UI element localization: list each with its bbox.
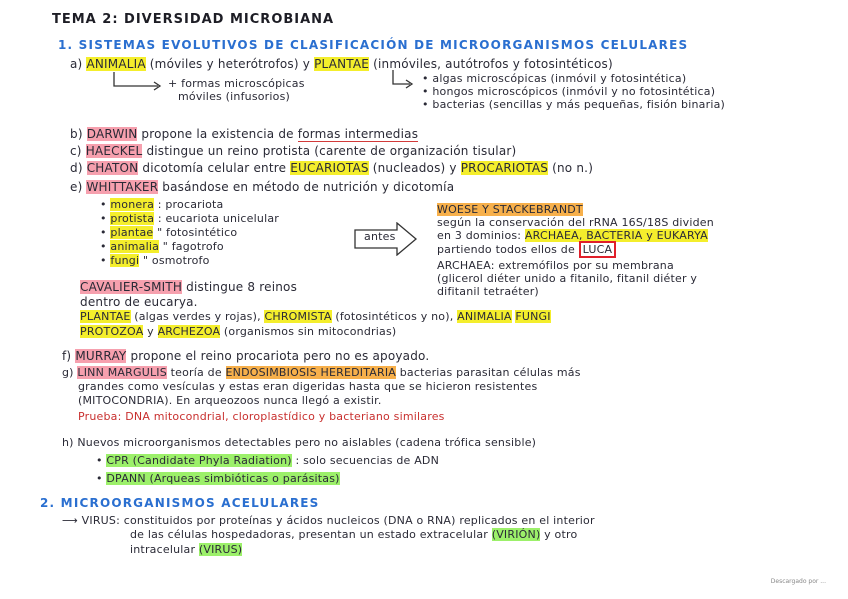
term-procariotas: PROCARIOTAS — [460, 161, 549, 175]
cavalier-line-3: PLANTAE (algas verdes y rojas), CHROMISTA (fotosintéticos y no), ANIMALIA FUNGI — [80, 310, 551, 323]
virus-line-1: ⟶ VIRUS: constituidos por proteínas y ácidos nucleicos (DNA o RNA) replicados en el interior — [62, 514, 595, 527]
kingdom-monera: • monera : procariota — [100, 198, 224, 211]
name-chaton: CHATON — [86, 161, 139, 175]
animalia-desc: (móviles y heterótrofos) y — [149, 57, 311, 71]
cavalier-line-4: PROTOZOA y ARCHEZOA (organismos sin mitocondrias) — [80, 325, 397, 338]
item-g-line-2: grandes como vesículas y estas eran digeridas hasta que se hicieron resistentes — [78, 380, 538, 393]
cavalier-line-1: CAVALIER-SMITH distingue 8 reinos — [80, 280, 298, 294]
plantae-sub-3: • bacterias (sencillas y más pequeñas, fisión binaria) — [422, 98, 726, 111]
term-eucariotas: EUCARIOTAS — [290, 161, 369, 175]
item-g: g) LINN MARGULIS teoría de ENDOSIMBIOSIS HEREDITARIA bacterias parasitan células más — [62, 366, 581, 379]
kingdom-fungi: • fungi " osmotrofo — [100, 254, 210, 267]
item-d: d) CHATON dicotomía celular entre EUCARIOTAS (nucleados) y PROCARIOTAS (no n.) — [70, 161, 594, 175]
item-h: h) Nuevos microorganismos detectables pero no aislables (cadena trófica sensible) — [62, 436, 537, 449]
term-plantae: PLANTAE — [314, 57, 370, 71]
kingdom-plantae: • plantae " fotosintético — [100, 226, 238, 239]
section-2-heading: 2. MICROORGANISMOS ACELULARES — [40, 496, 320, 510]
arrow-icon — [110, 70, 170, 92]
virus-line-2: de las células hospedadoras, presentan un estado extracelular (VIRIÓN) y otro — [130, 528, 578, 541]
plantae-sub-2: • hongos microscópicos (inmóvil y no fotosintética) — [422, 85, 716, 98]
virus-line-3: intracelular (VIRUS) — [130, 543, 243, 556]
plantae-desc: (inmóviles, autótrofos y fotosintéticos) — [373, 57, 613, 71]
antes-label: antes — [364, 230, 396, 243]
item-prefix: a) — [70, 57, 83, 71]
section-1-heading: 1. SISTEMAS EVOLUTIVOS DE CLASIFICACIÓN DE MICROORGANISMOS CELULARES — [58, 38, 689, 52]
name-whittaker: WHITTAKER — [86, 180, 159, 194]
cavalier-line-2: dentro de eucarya. — [80, 295, 198, 309]
item-h-dpann: • DPANN (Arqueas simbióticas o parásitas) — [96, 472, 340, 485]
page-title: TEMA 2: DIVERSIDAD MICROBIANA — [52, 12, 335, 27]
animalia-sub-2: móviles (infusorios) — [178, 90, 291, 103]
woese-line-4: ARCHAEA: extremófilos por su membrana — [437, 259, 674, 272]
item-f: f) MURRAY propone el reino procariota pero no es apoyado. — [62, 349, 430, 363]
animalia-sub-1: + formas microscópicas — [168, 77, 305, 90]
term-animalia: ANIMALIA — [86, 57, 146, 71]
item-g-line-4: Prueba: DNA mitocondrial, cloroplastídico y bacteriano similares — [78, 410, 445, 423]
name-murray: MURRAY — [75, 349, 127, 363]
woese-heading: WOESE Y STACKEBRANDT — [437, 203, 583, 216]
kingdom-protista: • protista : eucariota unicelular — [100, 212, 279, 225]
item-g-line-3: (MITOCONDRIA). En arqueozoos nunca llegó a existir. — [78, 394, 382, 407]
name-margulis: LINN MARGULIS — [77, 366, 167, 379]
woese-line-5: (glicerol diéter unido a fitanilo, fitanil diéter y — [437, 272, 698, 285]
woese-line-2: en 3 dominios: ARCHAEA, BACTERIA y EUKARYA — [437, 229, 708, 242]
item-e: e) WHITTAKER basándose en método de nutrición y dicotomía — [70, 180, 455, 194]
item-h-cpr: • CPR (Candidate Phyla Radiation) : solo secuencias de ADN — [96, 454, 440, 467]
item-a — [70, 57, 613, 71]
item-b: b) DARWIN propone la existencia de formas intermedias — [70, 127, 419, 141]
name-darwin: DARWIN — [86, 127, 138, 141]
arrow-icon — [390, 68, 418, 90]
underlined-term: formas intermedias — [297, 127, 419, 141]
woese-line-3: partiendo todos ellos de LUCA — [437, 243, 616, 257]
item-c: c) HAECKEL distingue un reino protista (carente de organización tisular) — [70, 144, 517, 158]
kingdom-animalia: • animalia " fagotrofo — [100, 240, 224, 253]
woese-line-6: difitanil tetraéter) — [437, 285, 539, 298]
luca-box: LUCA — [579, 241, 617, 258]
name-haeckel: HAECKEL — [85, 144, 143, 158]
term-endosimbiosis: ENDOSIMBIOSIS HEREDITARIA — [225, 366, 397, 379]
footer-note: Descargado por ... — [770, 578, 826, 585]
woese-line-1: según la conservación del rRNA 16S/18S dividen — [437, 216, 714, 229]
plantae-sub-1: • algas microscópicas (inmóvil y fotosintética) — [422, 72, 687, 85]
